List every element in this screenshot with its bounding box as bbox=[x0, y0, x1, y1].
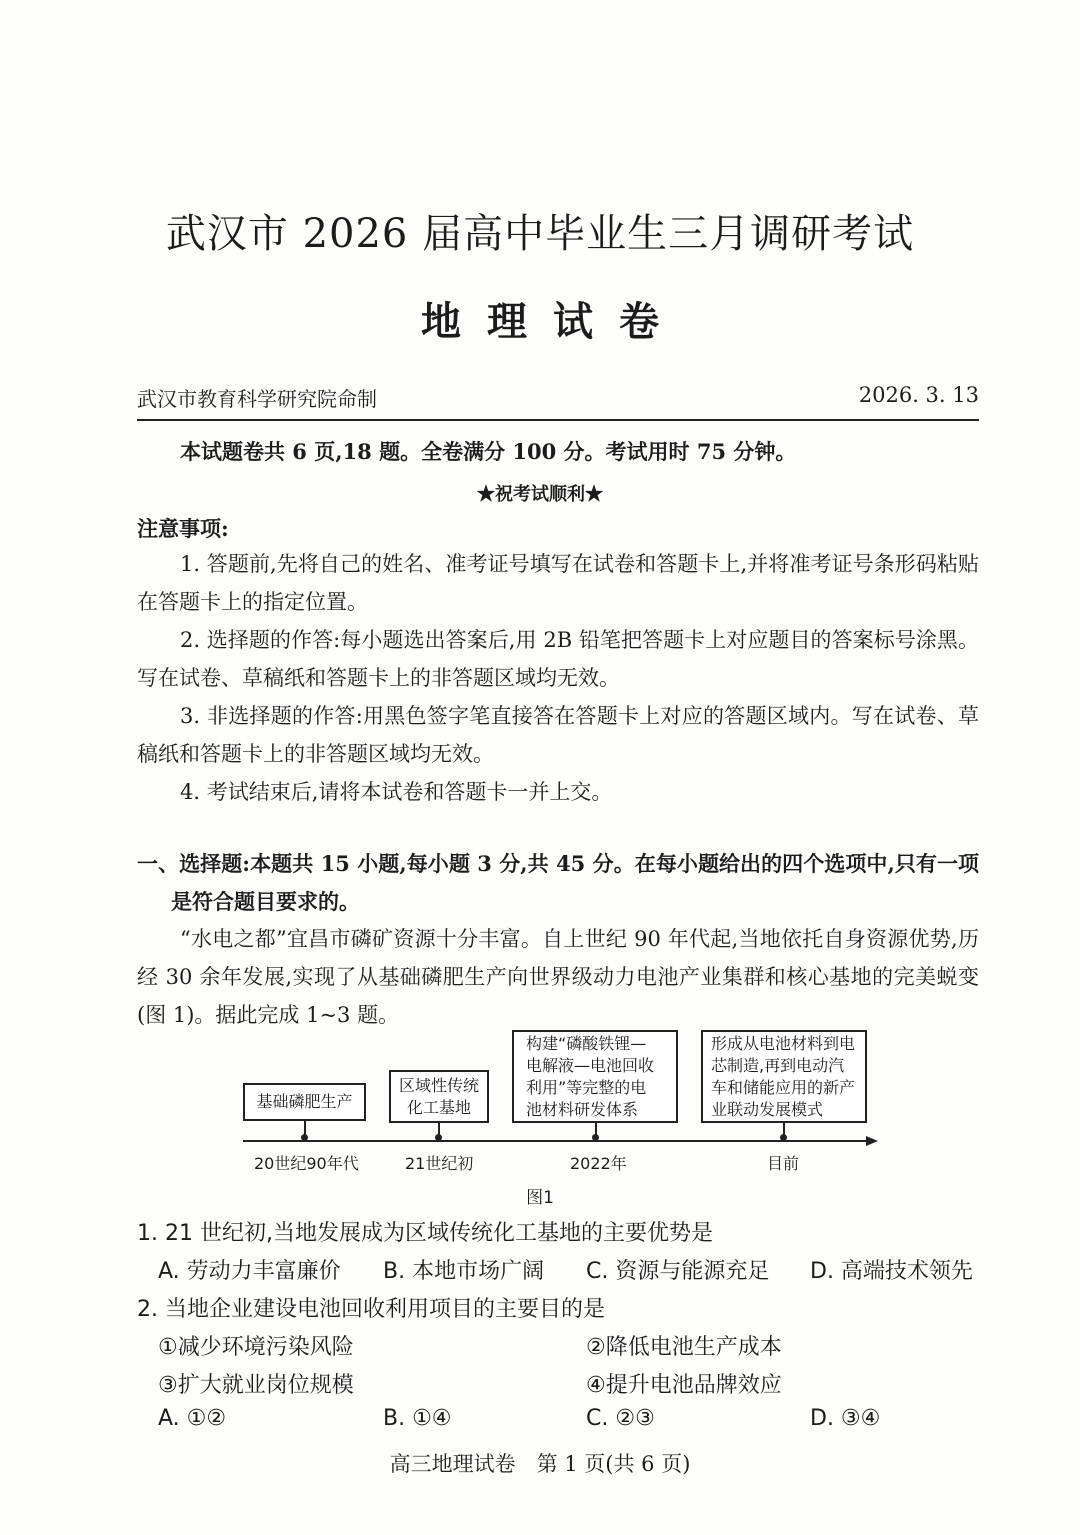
answer-option: C. ②③ bbox=[586, 1406, 655, 1431]
timeline-axis bbox=[243, 1140, 868, 1142]
section-heading: 一、选择题:本题共 15 小题,每小题 3 分,共 45 分。在每小题给出的四个选项中,只有一项是符合题目要求的。 bbox=[137, 851, 979, 914]
box-line: 化工基地 bbox=[406, 1097, 471, 1117]
exam-subject: 地理试卷 bbox=[421, 298, 685, 345]
box-line: 车和储能应用的新产 bbox=[711, 1077, 856, 1097]
notice-item: 1. 答题前,先将自己的姓名、准考证号填写在试卷和答题卡上,并将准考证号条形码粘贴在答题卡上的指定位置。 bbox=[137, 552, 979, 614]
notice-item: 4. 考试结束后,请将本试卷和答题卡一并上交。 bbox=[180, 780, 613, 804]
box-line: 电解液—电池回收 bbox=[526, 1055, 655, 1075]
statement-item: ①减少环境污染风险 bbox=[158, 1335, 354, 1360]
question-stem: 2. 当地企业建设电池回收利用项目的主要目的是 bbox=[137, 1297, 605, 1322]
box-line: 业联动发展模式 bbox=[711, 1099, 824, 1119]
answer-option: A. 劳动力丰富廉价 bbox=[158, 1259, 341, 1284]
statement-item: ③扩大就业岗位规模 bbox=[158, 1373, 354, 1398]
statement-item: ②降低电池生产成本 bbox=[586, 1335, 782, 1360]
timeline-label: 2022年 bbox=[570, 1154, 627, 1173]
good-luck-line: ★祝考试顺利★ bbox=[477, 484, 603, 505]
question-stem: 1. 21 世纪初,当地发展成为区域传统化工基地的主要优势是 bbox=[137, 1221, 713, 1246]
answer-option: B. 本地市场广阔 bbox=[383, 1259, 545, 1284]
statement-item: ④提升电池品牌效应 bbox=[586, 1373, 782, 1398]
publisher: 武汉市教育科学研究院命制 bbox=[137, 387, 377, 411]
answer-option: C. 资源与能源充足 bbox=[586, 1259, 770, 1284]
box-line: 池材料研发体系 bbox=[526, 1099, 639, 1119]
figure-caption: 图1 bbox=[526, 1188, 554, 1208]
timeline-label: 20世纪90年代 bbox=[254, 1154, 359, 1173]
answer-option: D. ③④ bbox=[810, 1406, 881, 1431]
box-line: 区域性传统 bbox=[398, 1075, 479, 1095]
notice-item: 2. 选择题的作答:每小题选出答案后,用 2B 铅笔把答题卡上对应题目的答案标号涂黑。写在试卷、草稿纸和答题卡上的非答题区域均无效。 bbox=[137, 628, 979, 690]
box-line: 形成从电池材料到电 bbox=[711, 1033, 856, 1053]
exam-title: 武汉市 2026 届高中毕业生三月调研考试 bbox=[165, 211, 915, 257]
timeline-box-1 bbox=[243, 1083, 366, 1121]
timeline-box-3 bbox=[512, 1030, 678, 1123]
notice-item: 3. 非选择题的作答:用黑色签字笔直接答在答题卡上对应的答题区域内。写在试卷、草稿纸和答题卡上的非答题区域均无效。 bbox=[137, 704, 979, 766]
timeline-arrow-icon bbox=[866, 1136, 878, 1146]
box-line: 芯制造,再到电动汽 bbox=[711, 1055, 845, 1075]
timeline-label: 21世纪初 bbox=[405, 1154, 474, 1173]
box-line: 基础磷肥生产 bbox=[256, 1092, 353, 1111]
answer-option: D. 高端技术领先 bbox=[810, 1259, 973, 1284]
header-divider bbox=[137, 419, 979, 421]
timeline-box-2 bbox=[389, 1070, 489, 1123]
box-line: 利用”等完整的电 bbox=[526, 1077, 647, 1097]
answer-option: B. ①④ bbox=[383, 1406, 452, 1431]
timeline-label: 目前 bbox=[767, 1154, 800, 1173]
exam-intro: 本试题卷共 6 页,18 题。全卷满分 100 分。考试用时 75 分钟。 bbox=[180, 439, 797, 464]
timeline-box-4 bbox=[701, 1030, 867, 1123]
answer-option: A. ①② bbox=[158, 1406, 227, 1431]
exam-date: 2026. 3. 13 bbox=[858, 383, 979, 407]
notice-heading: 注意事项: bbox=[137, 516, 229, 541]
page-footer: 高三地理试卷 第 1 页(共 6 页) bbox=[389, 1452, 691, 1476]
box-line: 构建“磷酸铁锂— bbox=[526, 1033, 647, 1053]
reading-passage: “水电之都”宜昌市磷矿资源十分丰富。自上世纪 90 年代起,当地依托自身资源优势,历经 30 余年发展,实现了从基础磷肥生产向世界级动力电池产业集群和核心基地的完美蜕变(图 1)。据此完成 1~3 题。 bbox=[137, 927, 979, 1027]
